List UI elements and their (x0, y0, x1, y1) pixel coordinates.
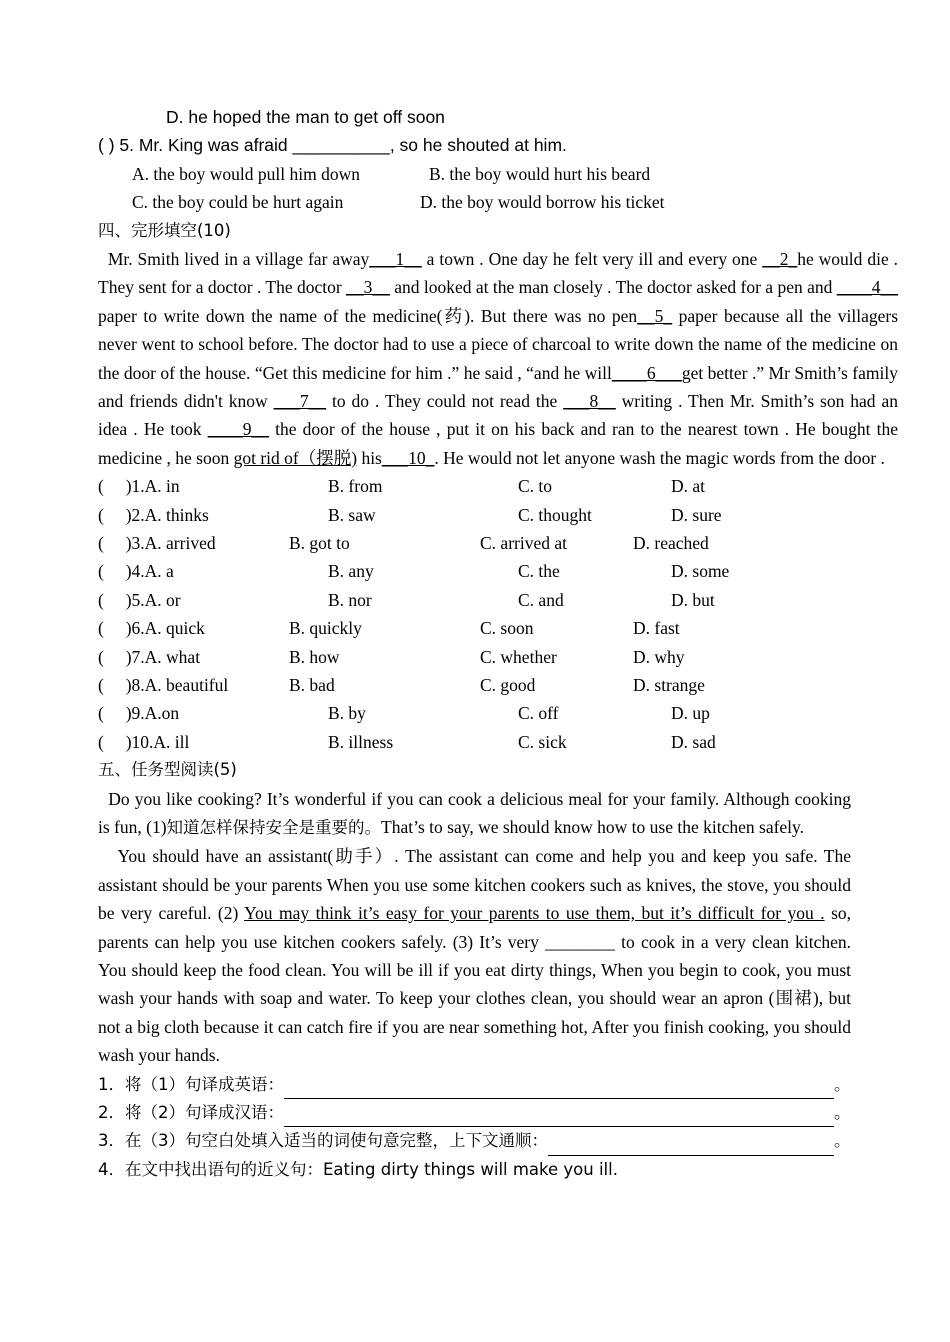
task-item (98, 1155, 898, 1183)
cloze-option-row (98, 728, 898, 756)
cloze-option-a[interactable]: ( )7.A. what (98, 646, 201, 667)
q5-option-c: C. the boy could be hurt again (132, 192, 344, 213)
q5-option-d: D. the boy would borrow his ticket (420, 192, 665, 213)
cloze-option-c[interactable]: C. whether (480, 646, 557, 667)
cloze-text: paper to write down the name of the medicine(药). But there was no pen (98, 305, 638, 326)
underlined-phrase: got rid of（摆脱) (233, 447, 358, 468)
cloze-blank-6[interactable]: ____6___ (611, 362, 682, 383)
cloze-option-row (98, 586, 898, 614)
cloze-option-d[interactable]: D. some (671, 561, 730, 582)
task-list (98, 1070, 898, 1184)
cloze-option-c[interactable]: C. arrived at (480, 532, 567, 553)
cloze-option-a[interactable]: ( )1.A. in (98, 476, 180, 497)
cloze-option-c[interactable]: C. off (518, 703, 559, 724)
cloze-option-c[interactable]: C. sick (518, 731, 567, 752)
cloze-text: he would die . They sent for a doctor . The doctor (98, 248, 899, 298)
task-item (98, 1098, 898, 1126)
cloze-option-b[interactable]: B. saw (328, 504, 376, 525)
cloze-option-c[interactable]: C. to (518, 476, 553, 497)
cloze-option-a[interactable]: ( )4.A. a (98, 561, 174, 582)
cloze-option-b[interactable]: B. quickly (289, 618, 362, 639)
cloze-option-a[interactable]: ( )2.A. thinks (98, 504, 209, 525)
cloze-text: Mr. Smith lived in a village far away (98, 248, 370, 269)
q4-option-d: D. he hoped the man to get off soon (166, 107, 445, 127)
reading-underlined-sentence: You may think it’s easy for your parents to use them, but it’s difficult for you . (244, 903, 825, 924)
cloze-option-row (98, 671, 898, 699)
answer-line[interactable] (284, 1106, 834, 1127)
cloze-blank-4[interactable]: ____4__ (836, 277, 899, 298)
cloze-option-a[interactable]: ( )9.A.on (98, 703, 180, 724)
cloze-option-c[interactable]: C. the (518, 561, 560, 582)
cloze-option-b[interactable]: B. by (328, 703, 366, 724)
task-end-mark: 。 (834, 1131, 851, 1151)
section4-title: 四、完形填空(10) (98, 220, 231, 240)
answer-line[interactable] (284, 1078, 834, 1099)
q5-option-b: B. the boy would hurt his beard (429, 163, 651, 184)
cloze-text: to do . They could not read the (326, 390, 564, 411)
task-item (98, 1126, 898, 1154)
cloze-blank-8[interactable]: ___8__ (563, 390, 616, 411)
cloze-option-b[interactable]: B. illness (328, 731, 394, 752)
reading-chinese-sentence: 知道怎样保持安全是重要的。 (166, 817, 382, 837)
reading-text: Do you like cooking? It’s wonderful if you can cook a delicious meal for your family. Although cooking is fun, (1) (98, 788, 856, 837)
cloze-text: . He would not let anyone wash the magic words from the door . (434, 447, 885, 468)
q5-stem: ( ) 5. Mr. King was afraid __________, so he shouted at him. (98, 135, 567, 156)
reading-text: You should have an assistant(助手）. The assistant can come and help you and keep you safe. The assistant should be your parents When you use some kitchen cookers such as knives, the stove, you should be very careful. (2) (98, 846, 856, 924)
cloze-option-d[interactable]: D. reached (633, 532, 709, 553)
q5-options-row2 (98, 188, 898, 216)
cloze-option-row (98, 614, 898, 642)
cloze-option-d[interactable]: D. but (671, 589, 715, 610)
cloze-passage (98, 245, 898, 472)
cloze-option-row (98, 472, 898, 500)
cloze-option-b[interactable]: B. got to (289, 532, 350, 553)
reading-text: so, parents can help you use kitchen cookers safely. (3) It’s very ________ to cook in a very clean kitchen. You should keep the food clean. You will be ill if you eat dirty things, When you begin to cook, you must wash your hands with soap and water. To keep your clothes clean, you should wear an apron (围裙), but not a big cloth because it can catch fire if you are near something hot, After you finish cooking, you should wash your hands. (98, 903, 852, 1066)
cloze-option-d[interactable]: D. strange (633, 674, 705, 695)
cloze-blank-3[interactable]: __3__ (346, 277, 390, 298)
task-label: 2．将（2）句译成汉语： (98, 1102, 284, 1122)
task-label: 4．在文中找出语句的近义句：Eating dirty things will make you ill. (98, 1159, 618, 1179)
cloze-option-d[interactable]: D. at (671, 476, 706, 497)
cloze-option-row (98, 557, 898, 585)
cloze-option-b[interactable]: B. how (289, 646, 340, 667)
reading-paragraph-1 (98, 785, 856, 843)
cloze-option-d[interactable]: D. up (671, 703, 710, 724)
cloze-option-a[interactable]: ( )6.A. quick (98, 618, 205, 639)
reading-text: That’s to say, we should know how to use the kitchen safely. (381, 816, 805, 837)
task-label: 3．在（3）句空白处填入适当的词使句意完整，上下文通顺： (98, 1131, 548, 1151)
cloze-option-row (98, 643, 898, 671)
cloze-option-row (98, 501, 898, 529)
cloze-option-b[interactable]: B. any (328, 561, 374, 582)
cloze-blank-9[interactable]: ____9__ (207, 419, 269, 440)
answer-line[interactable] (548, 1135, 834, 1156)
cloze-text: and looked at the man closely . The doctor asked for a pen and (389, 277, 837, 298)
cloze-option-b[interactable]: B. from (328, 476, 383, 497)
cloze-blank-5[interactable]: __5_ (637, 305, 673, 326)
cloze-option-a[interactable]: ( )8.A. beautiful (98, 674, 229, 695)
task-item (98, 1070, 898, 1098)
task-end-mark: 。 (834, 1074, 851, 1094)
cloze-blank-10[interactable]: ___10_ (381, 447, 435, 468)
cloze-option-a[interactable]: ( )3.A. arrived (98, 532, 216, 553)
cloze-option-d[interactable]: D. why (633, 646, 685, 667)
cloze-blank-7[interactable]: ___7__ (273, 390, 327, 411)
cloze-options-list (98, 472, 898, 756)
task-end-mark: 。 (834, 1102, 851, 1122)
worksheet-page (98, 103, 898, 1183)
cloze-text: a town . One day he felt very ill and every one (421, 248, 763, 269)
cloze-option-d[interactable]: D. sure (671, 504, 722, 525)
reading-paragraph-2 (98, 842, 856, 1069)
cloze-option-a[interactable]: ( )5.A. or (98, 589, 181, 610)
cloze-text: the door of the house , put it on his back and ran to the nearest town . He bought the medicine , he soon (98, 419, 898, 468)
section5-title: 五、任务型阅读(5) (98, 760, 237, 780)
cloze-text: get better .” Mr Smith’s family and friends didn't know (98, 362, 898, 411)
cloze-option-c[interactable]: C. thought (518, 504, 592, 525)
cloze-text: his (357, 447, 382, 468)
q5-option-a: A. the boy would pull him down (132, 163, 360, 184)
cloze-option-b[interactable]: B. nor (328, 589, 372, 610)
cloze-text: paper because all the villagers never went to school before. The doctor had to use a piece of charcoal to write down the name of the medicine on the door of the house. “Get this medicine for him .” he said , “and he will (98, 305, 899, 383)
cloze-text: writing . Then Mr. Smith’s son had an idea . He took (98, 390, 898, 440)
cloze-option-row (98, 699, 898, 727)
cloze-blank-2[interactable]: __2_ (762, 248, 798, 269)
cloze-blank-1[interactable]: ___1__ (369, 248, 422, 269)
q5-options-row1 (98, 160, 898, 188)
cloze-option-row (98, 529, 898, 557)
cloze-option-a[interactable]: ( )10.A. ill (98, 731, 190, 752)
cloze-option-c[interactable]: C. soon (480, 618, 534, 639)
cloze-option-b[interactable]: B. bad (289, 674, 335, 695)
cloze-option-d[interactable]: D. sad (671, 731, 716, 752)
task-label: 1．将（1）句译成英语： (98, 1074, 284, 1094)
cloze-option-c[interactable]: C. and (518, 589, 564, 610)
cloze-option-c[interactable]: C. good (480, 674, 536, 695)
cloze-option-d[interactable]: D. fast (633, 618, 680, 639)
